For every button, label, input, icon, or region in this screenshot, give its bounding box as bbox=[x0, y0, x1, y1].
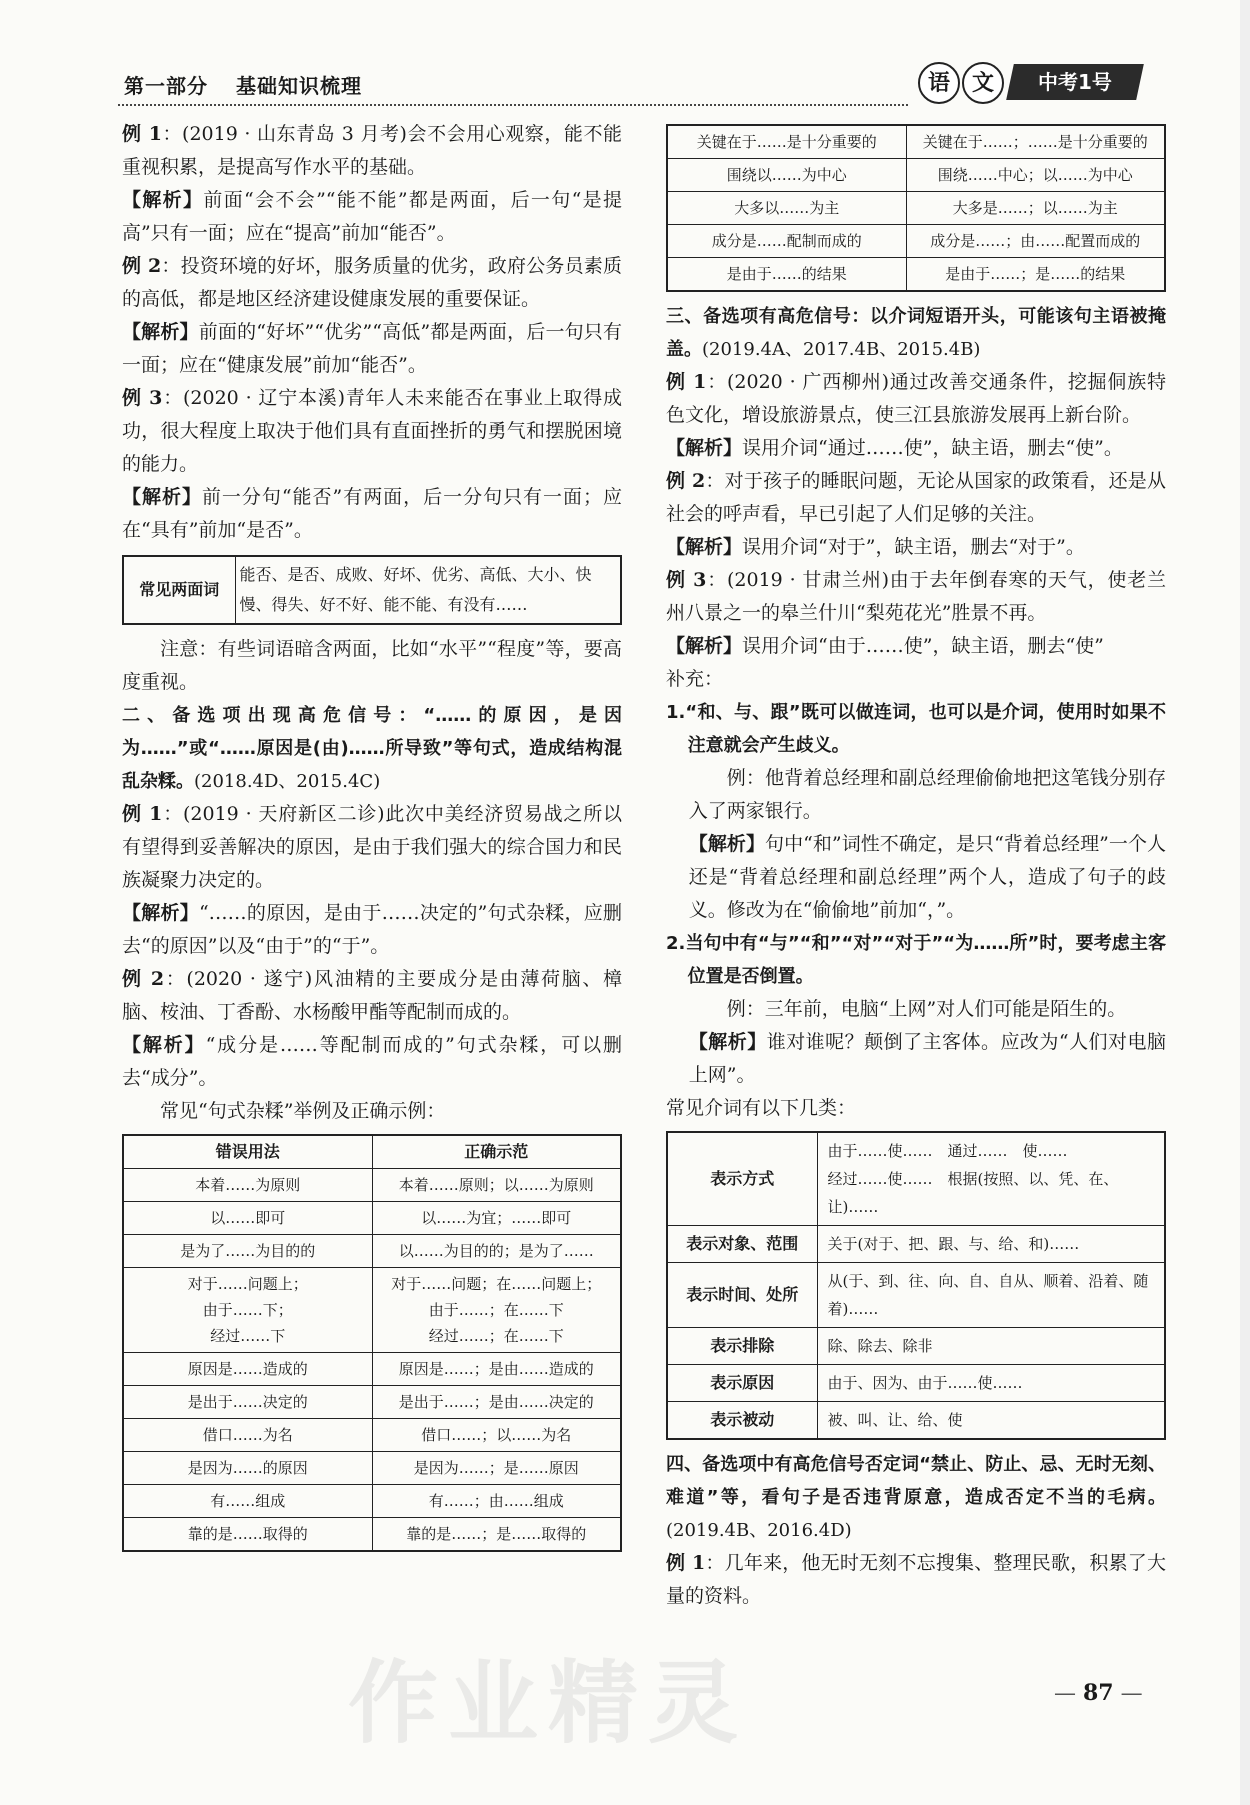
example-text: ：投资环境的好坏，服务质量的优劣，政府公务员素质的高低，都是地区经济建设健康发展的重要保证。 bbox=[122, 255, 622, 310]
preposition-list-cell: 由于、因为、由于……使…… bbox=[817, 1365, 1165, 1402]
table-cell: 能否、是否、成败、好坏、优劣、高低、大小、快慢、得失、好不好、能不能、有没有…… bbox=[235, 556, 621, 624]
supplement-label: 补充： bbox=[666, 668, 724, 690]
wrong-usage-cell: 本着……为原则 bbox=[123, 1169, 372, 1202]
wrong-usage-cell: 有……组成 bbox=[123, 1485, 372, 1518]
analysis-text: 误用介词“对于”，缺主语，删去“对于”。 bbox=[742, 536, 1085, 558]
example-label: 例 2 bbox=[666, 470, 706, 492]
s2-example-1 bbox=[122, 798, 622, 897]
section-heading-text: 二、备选项出现高危信号：“……的原因，是因为……”或“……原因是(由)……所导致”等句式，造成结构混乱杂糅。 bbox=[122, 705, 622, 792]
correct-usage-cell: 有……；由……组成 bbox=[372, 1485, 621, 1518]
header-section: 第一部分 bbox=[124, 74, 208, 98]
table-row bbox=[123, 556, 621, 624]
section-2-heading bbox=[122, 699, 622, 798]
table-row bbox=[667, 192, 1165, 225]
s2-example-2 bbox=[122, 963, 622, 1029]
correct-usage-cell: 是由于……；是……的结果 bbox=[906, 258, 1165, 292]
continued-mixed-table bbox=[666, 124, 1166, 292]
subject-char-1: 语 bbox=[918, 62, 960, 104]
table-row bbox=[123, 1353, 621, 1386]
correct-usage-cell: 是出于……；是由……决定的 bbox=[372, 1386, 621, 1419]
section-4-heading bbox=[666, 1448, 1166, 1547]
analysis-text: 句中“和”词性不确定，是只“背着总经理”一个人还是“背着总经理和副总经理”两个人，造成了句子的歧义。修改为在“偷偷地”前加“，”。 bbox=[688, 833, 1166, 921]
table-row bbox=[123, 1452, 621, 1485]
analysis-text: 误用介词“由于……使”，缺主语，删去“使” bbox=[742, 635, 1104, 657]
analysis-label: 【解析】 bbox=[122, 1034, 206, 1056]
analysis-label: 【解析】 bbox=[666, 536, 743, 558]
correct-usage-cell: 靠的是……；是……取得的 bbox=[372, 1518, 621, 1552]
analysis-text: 前面的“好坏”“优劣”“高低”都是两面，后一句只有一面；应在“健康发展”前加“能否”。 bbox=[122, 321, 622, 376]
analysis-2 bbox=[122, 316, 622, 382]
wrong-usage-cell: 大多以……为主 bbox=[667, 192, 906, 225]
section-ref: (2019.4B、2016.4D) bbox=[666, 1520, 852, 1541]
analysis-label: 【解析】 bbox=[122, 321, 199, 343]
analysis-text: 前一分句“能否”有两面，后一分句只有一面；应在“具有”前加“是否”。 bbox=[122, 486, 622, 541]
table-row bbox=[123, 1202, 621, 1235]
left-column bbox=[122, 118, 622, 1552]
table-row bbox=[123, 1169, 621, 1202]
right-column bbox=[666, 124, 1166, 1613]
table-row bbox=[123, 1386, 621, 1419]
example-label: 例 2 bbox=[122, 255, 162, 277]
wrong-usage-cell: 是因为……的原因 bbox=[123, 1452, 372, 1485]
section-3-heading bbox=[666, 300, 1166, 366]
table-row bbox=[123, 1485, 621, 1518]
table-row bbox=[123, 1518, 621, 1552]
section-ref: (2019.4A、2017.4B、2015.4B) bbox=[702, 339, 981, 360]
correct-usage-cell: 本着……原则；以……为原则 bbox=[372, 1169, 621, 1202]
example-label: 例 3 bbox=[122, 387, 163, 409]
wrong-usage-cell: 以……即可 bbox=[123, 1202, 372, 1235]
wrong-usage-cell: 借口……为名 bbox=[123, 1419, 372, 1452]
table-row bbox=[123, 1268, 621, 1353]
table-row bbox=[667, 1365, 1165, 1402]
correct-usage-cell: 借口……；以……为名 bbox=[372, 1419, 621, 1452]
preposition-table bbox=[666, 1131, 1166, 1440]
analysis-label: 【解析】 bbox=[688, 1031, 767, 1053]
wrong-usage-cell: 是由于……的结果 bbox=[667, 258, 906, 292]
correct-usage-cell: 是因为……；是……原因 bbox=[372, 1452, 621, 1485]
preposition-list-cell: 除、除去、除非 bbox=[817, 1328, 1165, 1365]
s3-example-2 bbox=[666, 465, 1166, 531]
wrong-usage-cell: 关键在于……是十分重要的 bbox=[667, 125, 906, 159]
wrong-usage-cell: 围绕以……为中心 bbox=[667, 159, 906, 192]
wrong-usage-cell: 是出于……决定的 bbox=[123, 1386, 372, 1419]
correct-usage-cell: 以……为目的的；是为了…… bbox=[372, 1235, 621, 1268]
s3-analysis-3 bbox=[666, 630, 1166, 663]
column-header-correct: 正确示范 bbox=[372, 1135, 621, 1169]
analysis-text: 误用介词“通过……使”，缺主语，删去“使”。 bbox=[742, 437, 1123, 459]
table-row bbox=[123, 1419, 621, 1452]
table-row bbox=[667, 1226, 1165, 1263]
table-row bbox=[667, 1132, 1165, 1226]
example-label: 例 1 bbox=[666, 371, 707, 393]
wrong-usage-cell: 成分是……配制而成的 bbox=[667, 225, 906, 258]
example-text: ：(2020 · 辽宁本溪)青年人未来能否在事业上取得成功，很大程度上取决于他们具有直面挫折的勇气和摆脱困境的能力。 bbox=[122, 387, 622, 475]
analysis-label: 【解析】 bbox=[688, 833, 766, 855]
wrong-usage-cell: 原因是……造成的 bbox=[123, 1353, 372, 1386]
supplement-2-example: 例：三年前，电脑“上网”对人们可能是陌生的。 bbox=[726, 998, 1127, 1020]
s3-analysis-2 bbox=[666, 531, 1166, 564]
analysis-label: 【解析】 bbox=[666, 437, 743, 459]
preposition-category-cell: 表示对象、范围 bbox=[667, 1226, 817, 1263]
table-row bbox=[667, 125, 1165, 159]
correct-usage-cell: 围绕……中心；以……为中心 bbox=[906, 159, 1165, 192]
wrong-usage-cell: 对于……问题上； 由于……下； 经过……下 bbox=[123, 1268, 372, 1353]
supplement-2-heading: 2.当句中有“与”“和”“对”“对于”“为……所”时，要考虑主客位置是否倒置。 bbox=[666, 933, 1166, 987]
s2-analysis-2 bbox=[122, 1029, 622, 1095]
page-header bbox=[118, 60, 1158, 108]
table-row bbox=[667, 225, 1165, 258]
watermark: 作业精灵 bbox=[348, 1651, 748, 1756]
preposition-category-cell: 表示排除 bbox=[667, 1328, 817, 1365]
table-header-row bbox=[123, 1135, 621, 1169]
example-label: 例 1 bbox=[666, 1552, 706, 1574]
section-heading-text: 三、备选项有高危信号：以介词短语开头，可能该句主语被掩盖。 bbox=[666, 306, 1166, 360]
example-label: 例 1 bbox=[122, 123, 162, 145]
column-header-wrong: 错误用法 bbox=[123, 1135, 372, 1169]
supplement-1-heading: 1.“和、与、跟”既可以做连词，也可以是介词，使用时如果不注意就会产生歧义。 bbox=[666, 702, 1166, 756]
preposition-table-body bbox=[667, 1132, 1165, 1439]
supplement-1-analysis bbox=[666, 828, 1166, 927]
preposition-category-cell: 表示被动 bbox=[667, 1402, 817, 1440]
section-ref: (2018.4D、2015.4C) bbox=[194, 771, 381, 792]
table-row bbox=[667, 1402, 1165, 1440]
wrong-usage-cell: 靠的是……取得的 bbox=[123, 1518, 372, 1552]
mixed-intro: 常见“句式杂糅”举例及正确示例： bbox=[160, 1100, 446, 1122]
wrong-usage-cell: 是为了……为目的的 bbox=[123, 1235, 372, 1268]
page-number: — 87 — bbox=[1054, 1680, 1143, 1706]
supplement-2-analysis bbox=[666, 1026, 1166, 1092]
table-row bbox=[667, 1328, 1165, 1365]
table-row bbox=[667, 1263, 1165, 1328]
mixed-structure-table bbox=[122, 1134, 622, 1552]
brand-label: 中考1号 bbox=[1038, 70, 1112, 94]
example-label: 例 1 bbox=[122, 803, 163, 825]
preposition-category-cell: 表示方式 bbox=[667, 1132, 817, 1226]
analysis-label: 【解析】 bbox=[122, 189, 204, 211]
correct-usage-cell: 大多是……；以……为主 bbox=[906, 192, 1165, 225]
analysis-label: 【解析】 bbox=[122, 486, 202, 508]
correct-usage-cell: 对于……问题；在……问题上； 由于……；在……下 经过……；在……下 bbox=[372, 1268, 621, 1353]
correct-usage-cell: 原因是……；是由……造成的 bbox=[372, 1353, 621, 1386]
table-row bbox=[667, 159, 1165, 192]
preposition-list-cell: 从(于、到、往、向、自、自从、顺着、沿着、随着)…… bbox=[817, 1263, 1165, 1328]
example-text: ：(2019 · 山东青岛 3 月考)会不会用心观察，能不能重视积累，是提高写作水平的基础。 bbox=[122, 123, 622, 178]
mixed-table-body bbox=[123, 1169, 621, 1552]
table-row bbox=[667, 258, 1165, 292]
example-text: ：(2019 · 甘肃兰州)由于去年倒春寒的天气，使老兰州八景之一的皋兰什川“梨苑花光”胜景不再。 bbox=[666, 569, 1166, 624]
two-sided-words-table bbox=[122, 555, 622, 625]
analysis-text: “……的原因，是由于……决定的”句式杂糅，应删去“的原因”以及“由于”的“于”。 bbox=[122, 902, 622, 957]
example-text: ：(2020 · 广西柳州)通过改善交通条件，挖掘侗族特色文化，增设旅游景点，使三江县旅游发展再上新台阶。 bbox=[666, 371, 1166, 426]
preposition-category-cell: 表示时间、处所 bbox=[667, 1263, 817, 1328]
note-paragraph: 注意：有些词语暗含两面，比如“水平”“程度”等，要高度重视。 bbox=[122, 638, 622, 693]
analysis-text: 前面“会不会”“能不能”都是两面，后一句“是提高”只有一面；应在“提高”前加“能否”。 bbox=[122, 189, 622, 244]
header-title: 基础知识梳理 bbox=[236, 74, 362, 98]
example-label: 例 2 bbox=[122, 968, 165, 990]
section-heading-text: 四、备选项中有高危信号否定词“禁止、防止、忌、无时无刻、难道”等，看句子是否违背原意，造成否定不当的毛病。 bbox=[666, 1454, 1166, 1508]
preposition-intro: 常见介词有以下几类： bbox=[666, 1097, 857, 1119]
s3-example-1 bbox=[666, 366, 1166, 432]
supplement-1-example: 例：他背着总经理和副总经理偷偷地把这笔钱分别存入了两家银行。 bbox=[688, 767, 1166, 822]
example-2 bbox=[122, 250, 622, 316]
analysis-label: 【解析】 bbox=[122, 902, 199, 924]
analysis-1 bbox=[122, 184, 622, 250]
example-text: ：几年来，他无时无刻不忘搜集、整理民歌，积累了大量的资料。 bbox=[666, 1552, 1166, 1607]
preposition-list-cell: 关于(对于、把、跟、与、给、和)…… bbox=[817, 1226, 1165, 1263]
subject-char-2: 文 bbox=[962, 62, 1004, 104]
subject-badge bbox=[918, 62, 1004, 104]
example-text: ：对于孩子的睡眠问题，无论从国家的政策看，还是从社会的呼声看，早已引起了人们足够的关注。 bbox=[666, 470, 1166, 525]
correct-usage-cell: 成分是……；由……配置而成的 bbox=[906, 225, 1165, 258]
s4-example-1 bbox=[666, 1547, 1166, 1613]
analysis-text: 谁对谁呢？颠倒了主客体。应改为“人们对电脑上网”。 bbox=[688, 1031, 1166, 1086]
example-1 bbox=[122, 118, 622, 184]
correct-usage-cell: 以……为宜；……即可 bbox=[372, 1202, 621, 1235]
brand-tab bbox=[1006, 64, 1144, 100]
preposition-category-cell: 表示原因 bbox=[667, 1365, 817, 1402]
continued-table-body bbox=[667, 125, 1165, 291]
header-rule bbox=[118, 104, 908, 106]
s3-analysis-1 bbox=[666, 432, 1166, 465]
table-header-cell: 常见两面词 bbox=[123, 556, 235, 624]
preposition-list-cell: 被、叫、让、给、使 bbox=[817, 1402, 1165, 1440]
example-text: ：(2020 · 遂宁)风油精的主要成分是由薄荷脑、樟脑、桉油、丁香酚、水杨酸甲酯等配制而成的。 bbox=[122, 968, 622, 1023]
example-3 bbox=[122, 382, 622, 481]
analysis-3 bbox=[122, 481, 622, 547]
s2-analysis-1 bbox=[122, 897, 622, 963]
analysis-text: “成分是……等配制而成的”句式杂糅，可以删去“成分”。 bbox=[122, 1034, 622, 1089]
example-label: 例 3 bbox=[666, 569, 707, 591]
correct-usage-cell: 关键在于……；……是十分重要的 bbox=[906, 125, 1165, 159]
table-row bbox=[123, 1235, 621, 1268]
analysis-label: 【解析】 bbox=[666, 635, 743, 657]
preposition-list-cell: 由于……使…… 通过…… 使…… 经过……使…… 根据(按照、以、凭、在、让)…… bbox=[817, 1132, 1165, 1226]
s3-example-3 bbox=[666, 564, 1166, 630]
example-text: ：(2019 · 天府新区二诊)此次中美经济贸易战之所以有望得到妥善解决的原因，是由于我们强大的综合国力和民族凝聚力决定的。 bbox=[122, 803, 622, 891]
